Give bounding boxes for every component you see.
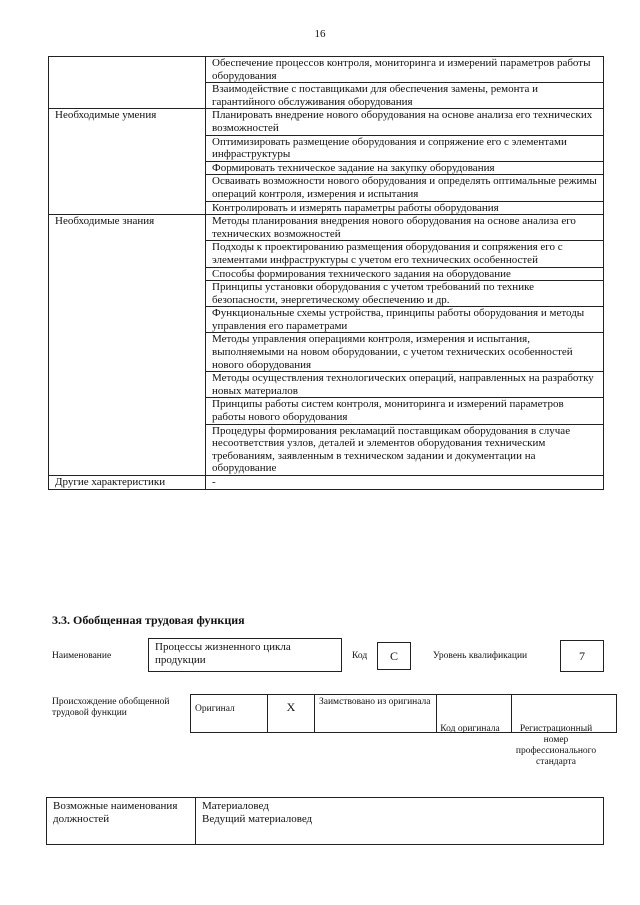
borrowed-cell	[315, 695, 437, 733]
requirement-group-label-cell	[49, 201, 206, 215]
qualification-level-value: 7	[579, 649, 585, 663]
requirements-table	[48, 56, 604, 490]
requirement-group-label: Другие характеристики	[49, 476, 206, 490]
requirement-group-label-cell	[49, 372, 206, 398]
requirement-item: Методы осуществления технологических операций, направленных на разработку новых материалов	[206, 372, 604, 398]
requirement-item: Формировать техническое задание на закупку оборудования	[206, 161, 604, 175]
code-original-caption: Код оригинала	[440, 724, 500, 734]
page-number: 16	[314, 28, 326, 40]
requirement-item: Планировать внедрение нового оборудования на основе анализа его технических возможностей	[206, 109, 604, 135]
requirement-group-label-cell	[49, 281, 206, 307]
requirement-item: Принципы установки оборудования с учетом требований по технике безопасности, энергетическому обеспечению и др.	[206, 281, 604, 307]
requirement-group-label-cell	[49, 175, 206, 201]
function-name-value: Процессы жизненного цикла продукции	[155, 641, 291, 666]
code-value: С	[389, 649, 398, 663]
position-item: Ведущий материаловед	[202, 813, 313, 825]
requirement-row	[49, 267, 604, 281]
original-label: Оригинал	[195, 704, 235, 714]
requirement-group-label-cell	[49, 267, 206, 281]
qualification-level-label: Уровень квалификации	[433, 651, 528, 661]
requirement-group-label-cell	[49, 307, 206, 333]
code-label: Код	[352, 651, 368, 661]
original-cell	[191, 695, 268, 733]
name-label: Наименование	[52, 651, 112, 661]
requirement-item: Взаимодействие с поставщиками для обеспечения замены, ремонта и гарантийного обслуживания оборудования	[206, 83, 604, 109]
original-mark-cell	[268, 695, 315, 733]
positions-values-cell	[196, 798, 604, 845]
requirement-group-label-cell	[49, 398, 206, 424]
position-item: Материаловед	[202, 800, 269, 812]
requirement-row	[49, 83, 604, 109]
requirement-row	[49, 476, 604, 490]
section-title: 3.3. Обобщенная трудовая функция	[52, 613, 245, 627]
requirement-group-label-cell	[49, 83, 206, 109]
requirement-row	[49, 333, 604, 372]
requirement-row	[49, 307, 604, 333]
requirement-group-label-cell	[49, 424, 206, 475]
original-mark: X	[286, 700, 296, 714]
requirement-group-label-cell	[49, 241, 206, 267]
requirement-item: Оптимизировать размещение оборудования и сопряжение его с элементами инфраструктуры	[206, 135, 604, 161]
requirement-row	[49, 135, 604, 161]
requirement-group-label-cell	[49, 135, 206, 161]
origin-label: Происхождение обобщенной трудовой функции	[52, 697, 170, 718]
requirement-group-label-cell	[49, 57, 206, 83]
requirement-row	[49, 281, 604, 307]
requirement-row	[49, 398, 604, 424]
requirement-row	[49, 424, 604, 475]
reg-number-caption: Регистрационный номер профессионального стандарта	[515, 724, 597, 767]
requirement-row	[49, 57, 604, 83]
requirement-item: Подходы к проектированию размещения оборудования и сопряжения его с элементами инфраструктуры с учетом его технических особенностей	[206, 241, 604, 267]
requirement-row	[49, 109, 604, 135]
requirement-item: Принципы работы систем контроля, мониторинга и измерений параметров работы нового оборудования	[206, 398, 604, 424]
positions-label-cell	[47, 798, 196, 845]
requirement-group-label-cell	[49, 161, 206, 175]
requirement-group-label: Необходимые умения	[49, 109, 206, 135]
code-box	[377, 642, 411, 670]
borrowed-label: Заимствовано из оригинала	[319, 697, 431, 707]
requirement-item: Контролировать и измерять параметры работы оборудования	[206, 201, 604, 215]
requirement-item: Обеспечение процессов контроля, мониторинга и измерений параметров работы оборудования	[206, 57, 604, 83]
requirement-item: -	[206, 476, 604, 490]
qualification-level-box	[560, 640, 604, 672]
requirement-item: Функциональные схемы устройства, принципы работы оборудования и методы управления его параметрами	[206, 307, 604, 333]
positions-table	[46, 797, 604, 845]
requirement-row	[49, 241, 604, 267]
requirement-item: Способы формирования технического задания на оборудование	[206, 267, 604, 281]
requirement-group-label: Необходимые знания	[49, 215, 206, 241]
requirement-row	[49, 372, 604, 398]
function-name-box	[148, 638, 342, 672]
requirement-item: Осваивать возможности нового оборудования и определять оптимальные режимы операций контроля, измерения и испытания	[206, 175, 604, 201]
requirement-item: Методы планирования внедрения нового оборудования на основе анализа его технических возможностей	[206, 215, 604, 241]
requirement-row	[49, 201, 604, 215]
positions-label: Возможные наименования должностей	[53, 800, 178, 825]
requirement-item: Процедуры формирования рекламаций поставщикам оборудования в случае несоответствия узлов, деталей и элементов оборудования техническим требованиям, заявленным в техническом задании и документации на оборудование	[206, 424, 604, 475]
requirement-row	[49, 215, 604, 241]
requirement-row	[49, 161, 604, 175]
requirement-item: Методы управления операциями контроля, измерения и испытания, выполняемыми на новом оборудовании, с учетом технических особенностей нового оборудования	[206, 333, 604, 372]
requirement-group-label-cell	[49, 333, 206, 372]
requirement-row	[49, 175, 604, 201]
